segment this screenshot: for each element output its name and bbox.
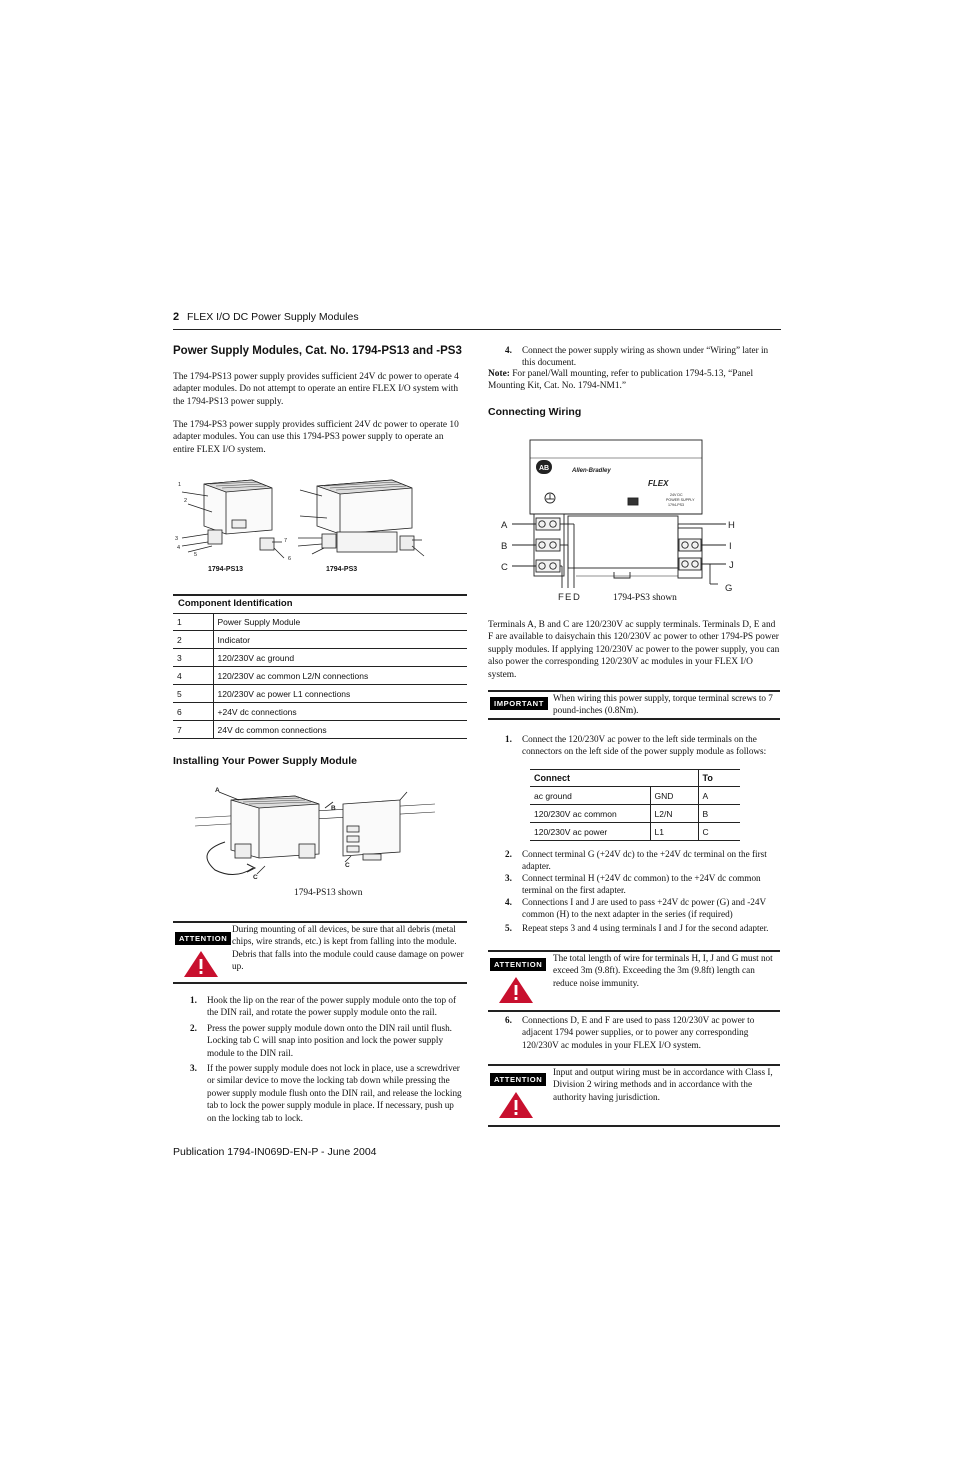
step-text: Connections D, E and F are used to pass 120/230V ac power to adjacent 1794 power supplies, or to power any corresponding 120/230V ac modules in your FLEX I/O system. <box>522 1015 755 1050</box>
callout-1: 1 <box>178 482 182 488</box>
terminal-f: F <box>558 592 564 603</box>
figure-label-ps13: 1794-PS13 <box>208 566 244 573</box>
header-rule <box>173 329 781 330</box>
step-text: Repeat steps 3 and 4 using terminals I and J for the second adapter. <box>522 923 769 933</box>
step-number: 2. <box>505 849 512 859</box>
to-header: To <box>698 769 740 787</box>
wiring-title: Connecting Wiring <box>488 406 582 418</box>
terminals-paragraph: Terminals A, B and C are 120/230V ac supply terminals. Terminals D, E and F are available to daisychain this 120/230V ac power to other 1794-PS power supply modules. If applying 120/230V ac power to the power supply, you can also power the corresponding 120/230V ac modules in your FLEX I/O system. <box>488 620 780 680</box>
row-num: 6 <box>173 703 213 721</box>
step-number: 4. <box>505 345 512 355</box>
step-text: If the power supply module does not lock in place, use a screwdriver or similar device to move the locking tab down while pressing the power supply module flush onto the DIN rail, and release the locking tab to lock the power supply module in place. If necessary, push up on the locking tab to lock. <box>207 1063 462 1123</box>
important-badge: IMPORTANT <box>490 697 548 710</box>
callout-c-left: C <box>253 874 258 880</box>
step-text: Connect the power supply wiring as shown under “Wiring” later in this document. <box>522 345 769 368</box>
cell: ac ground <box>530 787 650 805</box>
attention-badge-3: ATTENTION <box>490 1073 546 1086</box>
warning-icon <box>497 1090 535 1120</box>
step-text: Connect the 120/230V ac power to the left side terminals on the connectors on the left side of the power supply module as follows: <box>522 734 767 757</box>
table-row <box>173 631 467 649</box>
callout-6: 6 <box>288 556 292 562</box>
wiring-figure <box>498 438 748 610</box>
cell: 120/230V ac power <box>530 823 650 841</box>
blank-header <box>650 769 698 787</box>
step-number: 3. <box>505 873 512 883</box>
step-text: Press the power supply module down onto the DIN rail until flush. Locking tab C will snap into position and lock the power supply module to the DIN rail. <box>207 1023 452 1058</box>
connect-table <box>530 769 740 841</box>
step-number: 5. <box>505 923 512 933</box>
terminal-i: I <box>729 541 732 552</box>
row-num: 7 <box>173 721 213 739</box>
install-figure <box>195 782 440 880</box>
wiring-figure-caption: 1794-PS3 shown <box>613 593 677 603</box>
table-row <box>173 703 467 721</box>
row-num: 1 <box>173 613 213 631</box>
table-row <box>173 721 467 739</box>
connect-header: Connect <box>530 769 650 787</box>
table-row <box>173 613 467 631</box>
install-figure-caption: 1794-PS13 shown <box>294 888 363 898</box>
intro-paragraph-2: The 1794-PS3 power supply provides sufficient 24V dc power to operate 10 adapter modules. You can use this 1794-PS3 power supply to operate an entire FLEX I/O system. <box>173 420 459 455</box>
product-logo: FLEX <box>648 479 669 488</box>
terminal-d: D <box>573 592 580 603</box>
warning-icon <box>182 949 220 979</box>
row-desc: Indicator <box>213 631 467 649</box>
terminal-a: A <box>501 520 508 531</box>
install-title: Installing Your Power Supply Module <box>173 755 357 767</box>
step-text: Connect terminal G (+24V dc) to the +24V dc terminal on the first adapter. <box>522 849 767 872</box>
module-line-2: POWER SUPPLY <box>666 498 695 502</box>
attention-text-3: Input and output wiring must be in accordance with Class I, Division 2 wiring methods and in accordance with the authority having jurisdiction. <box>553 1067 773 1102</box>
attention-text-2: The total length of wire for terminals H, I, J and G must not exceed 3m (9.8ft). Exceeding the 3m (9.8ft) length can reduce noise immunity. <box>553 953 773 988</box>
component-table-title: Component Identification <box>178 598 293 609</box>
attention-text: During mounting of all devices, be sure that all debris (metal chips, wire strands, etc.) is kept from falling into the module. Debris that falls into the module could cause damage on power up. <box>232 924 464 972</box>
row-desc: 120/230V ac ground <box>213 649 467 667</box>
attention-badge: ATTENTION <box>175 932 231 945</box>
callout-7: 7 <box>284 538 288 544</box>
row-num: 3 <box>173 649 213 667</box>
cell: L2/N <box>650 805 698 823</box>
table-top-rule <box>173 594 467 596</box>
cell: 120/230V ac common <box>530 805 650 823</box>
row-desc: 120/230V ac power L1 connections <box>213 685 467 703</box>
terminal-e: E <box>565 592 572 603</box>
terminal-h: H <box>728 520 735 531</box>
intro-paragraph-1: The 1794-PS13 power supply provides sufficient 24V dc power to operate 4 adapter modules. Do not attempt to operate an entire FLEX I/O system with the 1794-PS13 power supply. <box>173 372 459 407</box>
row-desc: +24V dc connections <box>213 703 467 721</box>
table-row <box>530 787 740 805</box>
step-number: 2. <box>190 1023 197 1033</box>
step-number: 1. <box>505 734 512 744</box>
note-paragraph <box>488 368 778 393</box>
row-num: 4 <box>173 667 213 685</box>
cell: B <box>698 805 740 823</box>
section-title: Power Supply Modules, Cat. No. 1794-PS13 and -PS3 <box>173 345 462 357</box>
step-text: Connect terminal H (+24V dc common) to the +24V dc common terminal on the first adapter. <box>522 873 761 896</box>
figure-label-ps3: 1794-PS3 <box>326 566 358 573</box>
module-figure <box>172 472 442 580</box>
row-desc: 120/230V ac common L2/N connections <box>213 667 467 685</box>
note-text: For panel/Wall mounting, refer to publication 1794-5.13, “Panel Mounting Kit, Cat. No. 1794-NM1.” <box>488 369 754 392</box>
row-num: 2 <box>173 631 213 649</box>
row-desc: Power Supply Module <box>213 613 467 631</box>
module-line-3: 1794-PS3 <box>668 503 684 507</box>
page-number: 2 <box>173 311 180 323</box>
running-header: FLEX I/O DC Power Supply Modules <box>187 311 359 323</box>
terminal-c: C <box>501 562 508 573</box>
module-line-1: 24V DC <box>670 493 683 497</box>
terminal-b: B <box>501 541 508 552</box>
ab-logo: AB <box>539 465 550 472</box>
attention-badge-2: ATTENTION <box>490 958 546 971</box>
table-row <box>173 667 467 685</box>
cell: GND <box>650 787 698 805</box>
component-table <box>173 613 467 739</box>
step-text: Connections I and J are used to pass +24V dc power (G) and -24V common (H) to the next adapter in the series (if required) <box>522 897 766 920</box>
important-text: When wiring this power supply, torque terminal screws to 7 pound-inches (0.8Nm). <box>553 693 773 716</box>
callout-5: 5 <box>194 552 198 558</box>
row-num: 5 <box>173 685 213 703</box>
table-row <box>173 685 467 703</box>
table-row <box>530 769 740 787</box>
row-desc: 24V dc common connections <box>213 721 467 739</box>
step-number: 6. <box>505 1015 512 1025</box>
warning-icon <box>497 975 535 1005</box>
table-row <box>530 805 740 823</box>
table-row <box>530 823 740 841</box>
publication-footer: Publication 1794-IN069D-EN-P - June 2004 <box>173 1146 377 1158</box>
callout-a: A <box>215 787 220 794</box>
cell: L1 <box>650 823 698 841</box>
cell: C <box>698 823 740 841</box>
step-text: Hook the lip on the rear of the power supply module onto the top of the DIN rail, and rotate the power supply module onto the rail. <box>207 995 457 1018</box>
callout-b: B <box>331 805 336 812</box>
callout-4: 4 <box>177 545 181 551</box>
terminal-j: J <box>729 560 734 571</box>
callout-c-right: C <box>345 862 350 869</box>
step-number: 3. <box>190 1063 197 1073</box>
callout-3: 3 <box>175 536 179 542</box>
terminal-g: G <box>725 583 733 594</box>
step-number: 4. <box>505 897 512 907</box>
step-number: 1. <box>190 995 197 1005</box>
brand-name: Allen-Bradley <box>572 468 611 474</box>
note-label: Note: <box>488 369 510 379</box>
callout-2: 2 <box>184 498 188 504</box>
table-row <box>173 649 467 667</box>
cell: A <box>698 787 740 805</box>
